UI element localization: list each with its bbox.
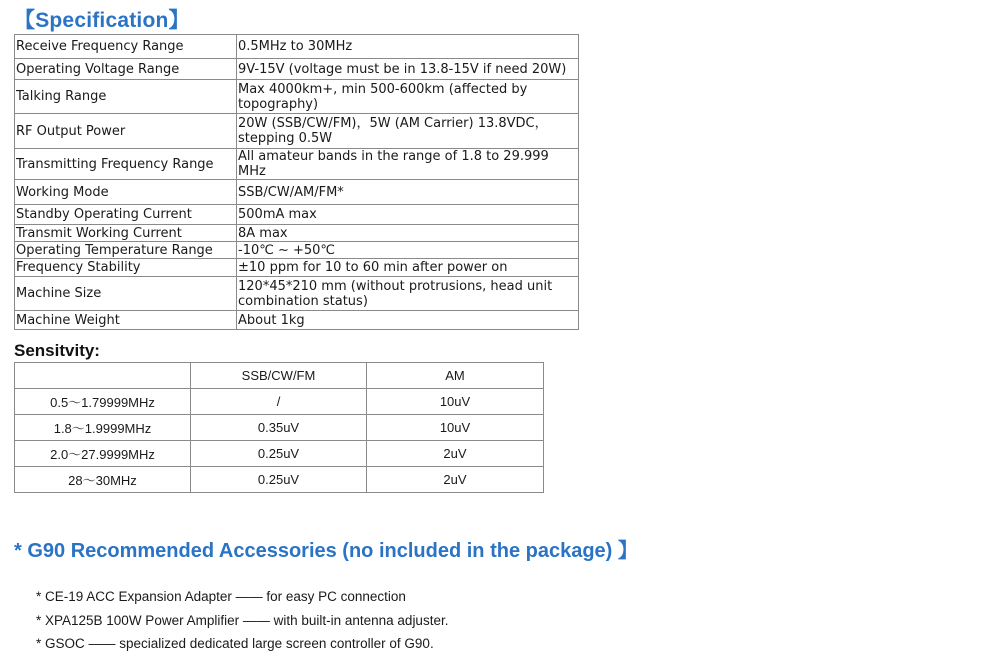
spec-key: Machine Weight — [15, 311, 237, 330]
specification-title: 【Specification】 — [14, 9, 190, 32]
ssb-cw-fm-cell: 0.35uV — [191, 415, 367, 441]
frequency-cell: 0.5～1.79999MHz — [15, 389, 191, 415]
sensitivity-row — [15, 415, 544, 441]
accessories-list — [36, 588, 448, 659]
spec-key: Machine Size — [15, 277, 237, 311]
accessories-title: * G90 Recommended Accessories (no included in the package) 】 — [14, 540, 638, 562]
header-cell — [15, 363, 191, 389]
spec-row — [15, 205, 579, 225]
frequency-cell: 2.0～27.9999MHz — [15, 441, 191, 467]
header-cell: SSB/CW/FM — [191, 363, 367, 389]
spec-value: 20W (SSB/CW/FM)，5W (AM Carrier) 13.8VDC，stepping 0.5W — [237, 114, 579, 149]
spec-key: Receive Frequency Range — [15, 35, 237, 59]
spec-key: Frequency Stability — [15, 259, 237, 277]
spec-row — [15, 180, 579, 205]
spec-key: Operating Voltage Range — [15, 59, 237, 80]
spec-value: 0.5MHz to 30MHz — [237, 35, 579, 59]
am-cell: 10uV — [367, 415, 544, 441]
spec-row — [15, 311, 579, 330]
ssb-cw-fm-cell: 0.25uV — [191, 441, 367, 467]
accessory-item: * XPA125B 100W Power Amplifier —— with built-in antenna adjuster. — [36, 612, 449, 628]
frequency-cell: 28～30MHz — [15, 467, 191, 493]
sensitivity-row — [15, 389, 544, 415]
spec-value: 9V-15V (voltage must be in 13.8-15V if need 20W) — [237, 59, 579, 80]
accessory-item: * CE-19 ACC Expansion Adapter —— for easy PC connection — [36, 589, 406, 604]
spec-value: -10℃ ~ +50℃ — [237, 242, 579, 259]
spec-value: Max 4000km+, min 500-600km (affected by topography) — [237, 80, 579, 114]
spec-row — [15, 277, 579, 311]
spec-value: All amateur bands in the range of 1.8 to 29.999 MHz — [237, 149, 579, 180]
spec-row — [15, 149, 579, 180]
spec-row — [15, 35, 579, 59]
spec-key: Talking Range — [15, 80, 237, 114]
sensitivity-title: Sensitvity: — [14, 341, 100, 360]
spec-row — [15, 80, 579, 114]
sensitivity-table — [14, 362, 544, 493]
am-cell: 2uV — [367, 441, 544, 467]
spec-row — [15, 114, 579, 149]
frequency-cell: 1.8～1.9999MHz — [15, 415, 191, 441]
spec-value: 500mA max — [237, 205, 579, 225]
spec-key: Transmitting Frequency Range — [15, 149, 237, 180]
spec-key: Standby Operating Current — [15, 205, 237, 225]
spec-value: 120*45*210 mm (without protrusions, head unit combination status) — [237, 277, 579, 311]
sensitivity-row — [15, 441, 544, 467]
header-cell: AM — [367, 363, 544, 389]
ssb-cw-fm-cell: 0.25uV — [191, 467, 367, 493]
spec-key: Operating Temperature Range — [15, 242, 237, 259]
sensitivity-row — [15, 467, 544, 493]
spec-value: 8A max — [237, 225, 579, 242]
spec-key: RF Output Power — [15, 114, 237, 149]
spec-key: Working Mode — [15, 180, 237, 205]
ssb-cw-fm-cell: / — [191, 389, 367, 415]
spec-value: ±10 ppm for 10 to 60 min after power on — [237, 259, 579, 277]
spec-row — [15, 225, 579, 242]
sensitivity-header-row — [15, 363, 544, 389]
spec-key: Transmit Working Current — [15, 225, 237, 242]
spec-row — [15, 242, 579, 259]
spec-row — [15, 259, 579, 277]
accessory-item: * GSOC —— specialized dedicated large screen controller of G90. — [36, 636, 434, 651]
specification-table — [14, 34, 579, 330]
spec-value: SSB/CW/AM/FM* — [237, 180, 579, 205]
am-cell: 10uV — [367, 389, 544, 415]
am-cell: 2uV — [367, 467, 544, 493]
spec-value: About 1kg — [237, 311, 579, 330]
spec-row — [15, 59, 579, 80]
